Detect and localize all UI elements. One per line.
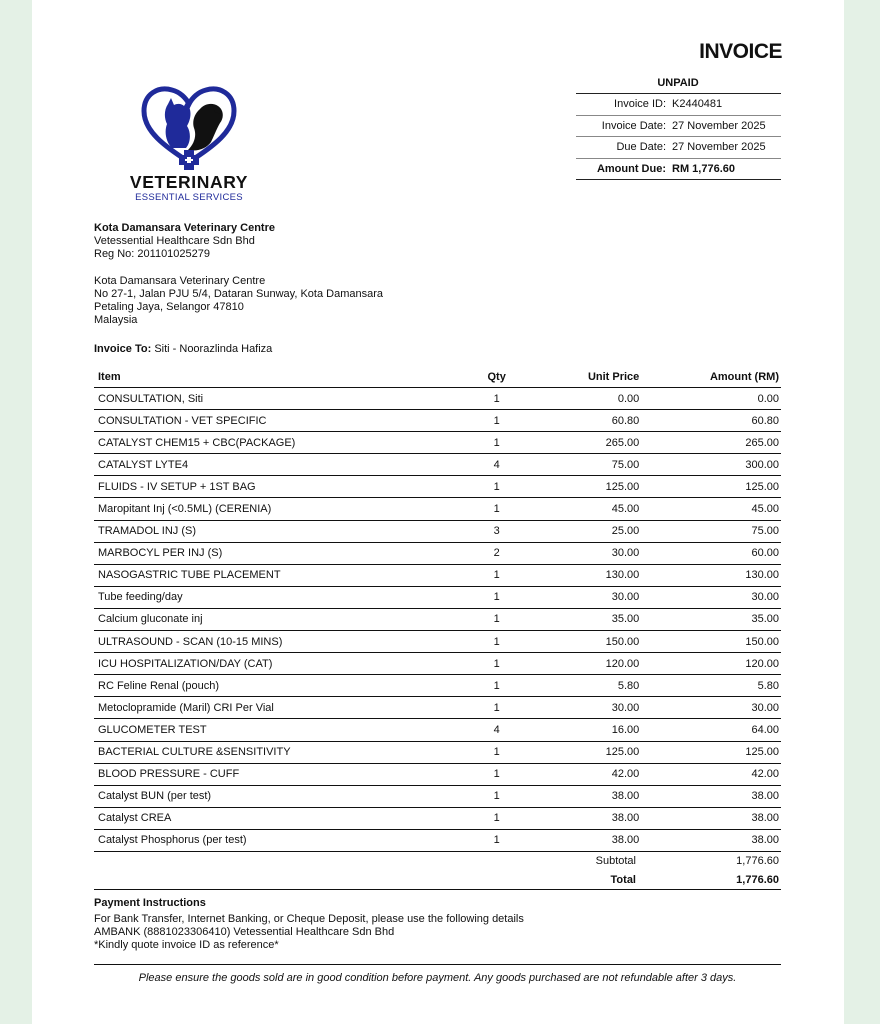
row-item: CATALYST LYTE4 <box>94 454 471 476</box>
table-row <box>94 697 781 719</box>
row-item: ULTRASOUND - SCAN (10-15 MINS) <box>94 631 471 653</box>
row-item: MARBOCYL PER INJ (S) <box>94 542 471 564</box>
row-amount: 125.00 <box>641 476 781 498</box>
row-unit-price: 45.00 <box>522 498 641 520</box>
row-amount: 42.00 <box>641 763 781 785</box>
meta-value: 27 November 2025 <box>672 119 766 132</box>
table-row <box>94 498 781 520</box>
invoice-meta <box>576 93 781 180</box>
row-item: Catalyst BUN (per test) <box>94 785 471 807</box>
header-item: Item <box>94 367 471 388</box>
row-unit-price: 25.00 <box>522 520 641 542</box>
row-item: BLOOD PRESSURE - CUFF <box>94 763 471 785</box>
row-amount: 38.00 <box>641 785 781 807</box>
meta-label: Amount Due: <box>596 162 666 175</box>
row-unit-price: 0.00 <box>522 388 641 410</box>
row-qty: 1 <box>471 785 522 807</box>
row-amount: 45.00 <box>641 498 781 520</box>
row-item: NASOGASTRIC TUBE PLACEMENT <box>94 564 471 586</box>
meta-value: RM 1,776.60 <box>672 162 735 175</box>
row-qty: 1 <box>471 741 522 763</box>
row-qty: 1 <box>471 388 522 410</box>
row-item: CONSULTATION - VET SPECIFIC <box>94 410 471 432</box>
company-reg-no: Reg No: 201101025279 <box>94 248 211 260</box>
footer-divider <box>94 964 781 965</box>
row-amount: 30.00 <box>641 697 781 719</box>
row-unit-price: 130.00 <box>522 564 641 586</box>
bill-to-label: Invoice To: <box>94 343 152 355</box>
status-badge: UNPAID <box>657 77 699 89</box>
row-unit-price: 265.00 <box>522 432 641 454</box>
row-item: CATALYST CHEM15 + CBC(PACKAGE) <box>94 432 471 454</box>
meta-label: Invoice ID: <box>614 98 666 111</box>
total-row <box>94 870 781 890</box>
row-amount: 75.00 <box>641 520 781 542</box>
row-qty: 1 <box>471 410 522 432</box>
header-qty: Qty <box>471 367 522 388</box>
payment-heading: Payment Instructions <box>94 897 206 909</box>
company-address <box>94 275 383 327</box>
items-table <box>94 367 781 852</box>
meta-label: Invoice Date: <box>601 119 666 132</box>
logo-tagline: ESSENTIAL SERVICES <box>135 192 243 203</box>
total-value: 1,776.60 <box>736 873 779 886</box>
table-row <box>94 631 781 653</box>
row-unit-price: 60.80 <box>522 410 641 432</box>
address-line: Kota Damansara Veterinary Centre <box>94 275 266 287</box>
row-item: TRAMADOL INJ (S) <box>94 520 471 542</box>
bill-to <box>94 343 272 355</box>
row-item: Metoclopramide (Maril) CRI Per Vial <box>94 697 471 719</box>
table-row <box>94 388 781 410</box>
table-row <box>94 785 781 807</box>
row-item: CONSULTATION, Siti <box>94 388 471 410</box>
row-item: GLUCOMETER TEST <box>94 719 471 741</box>
payment-line: For Bank Transfer, Internet Banking, or Cheque Deposit, please use the following details <box>94 913 524 925</box>
row-qty: 1 <box>471 763 522 785</box>
payment-line: *Kindly quote invoice ID as reference* <box>94 939 279 951</box>
row-amount: 35.00 <box>641 608 781 630</box>
address-line: No 27-1, Jalan PJU 5/4, Dataran Sunway, Kota Damansara <box>94 288 384 300</box>
address-line: Malaysia <box>94 314 138 326</box>
row-unit-price: 5.80 <box>522 675 641 697</box>
row-item: RC Feline Renal (pouch) <box>94 675 471 697</box>
row-item: Maropitant Inj (<0.5ML) (CERENIA) <box>94 498 471 520</box>
row-qty: 1 <box>471 697 522 719</box>
row-unit-price: 75.00 <box>522 454 641 476</box>
row-amount: 0.00 <box>641 388 781 410</box>
row-amount: 30.00 <box>641 586 781 608</box>
row-qty: 1 <box>471 675 522 697</box>
row-qty: 4 <box>471 454 522 476</box>
row-qty: 1 <box>471 564 522 586</box>
table-row <box>94 608 781 630</box>
meta-amount-due <box>576 159 781 180</box>
clinic-logo <box>94 76 284 210</box>
table-row <box>94 564 781 586</box>
meta-value: K2440481 <box>672 98 723 111</box>
company-name: Kota Damansara Veterinary Centre <box>94 222 275 234</box>
logo-wordmark: VETERINARY <box>129 172 249 192</box>
table-row <box>94 653 781 675</box>
row-qty: 4 <box>471 719 522 741</box>
meta-due-date <box>576 137 781 159</box>
row-unit-price: 30.00 <box>522 586 641 608</box>
invoice-page <box>32 0 844 1024</box>
table-row <box>94 454 781 476</box>
table-row <box>94 586 781 608</box>
row-amount: 265.00 <box>641 432 781 454</box>
row-unit-price: 120.00 <box>522 653 641 675</box>
row-unit-price: 16.00 <box>522 719 641 741</box>
row-amount: 5.80 <box>641 675 781 697</box>
header-amount: Amount (RM) <box>641 367 781 388</box>
row-amount: 38.00 <box>641 829 781 851</box>
row-qty: 2 <box>471 542 522 564</box>
row-unit-price: 150.00 <box>522 631 641 653</box>
invoice-title: INVOICE <box>699 40 782 63</box>
row-amount: 60.00 <box>641 542 781 564</box>
meta-invoice-date <box>576 116 781 138</box>
row-unit-price: 125.00 <box>522 741 641 763</box>
row-amount: 300.00 <box>641 454 781 476</box>
row-qty: 1 <box>471 476 522 498</box>
subtotal-value: 1,776.60 <box>736 855 779 867</box>
table-row <box>94 807 781 829</box>
table-row <box>94 520 781 542</box>
row-qty: 1 <box>471 608 522 630</box>
company-legal-name: Vetessential Healthcare Sdn Bhd <box>94 235 255 247</box>
row-amount: 64.00 <box>641 719 781 741</box>
row-item: Calcium gluconate inj <box>94 608 471 630</box>
table-row <box>94 542 781 564</box>
totals-block <box>94 852 781 890</box>
table-row <box>94 675 781 697</box>
row-item: Catalyst Phosphorus (per test) <box>94 829 471 851</box>
row-qty: 1 <box>471 631 522 653</box>
row-qty: 1 <box>471 586 522 608</box>
row-amount: 38.00 <box>641 807 781 829</box>
bill-to-name: Siti - Noorazlinda Hafiza <box>154 343 273 355</box>
row-qty: 1 <box>471 498 522 520</box>
table-row <box>94 410 781 432</box>
table-row <box>94 763 781 785</box>
company-block <box>94 222 275 261</box>
total-label: Total <box>610 873 636 886</box>
header-unit-price: Unit Price <box>522 367 641 388</box>
row-item: BACTERIAL CULTURE &SENSITIVITY <box>94 741 471 763</box>
payment-line: AMBANK (8881023306410) Vetessential Healthcare Sdn Bhd <box>94 926 395 938</box>
meta-invoice-id <box>576 94 781 116</box>
address-line: Petaling Jaya, Selangor 47810 <box>94 301 244 313</box>
row-unit-price: 125.00 <box>522 476 641 498</box>
row-qty: 1 <box>471 829 522 851</box>
row-qty: 1 <box>471 432 522 454</box>
payment-instructions <box>94 897 781 952</box>
row-qty: 1 <box>471 807 522 829</box>
meta-value: 27 November 2025 <box>672 141 766 154</box>
row-item: FLUIDS - IV SETUP + 1ST BAG <box>94 476 471 498</box>
table-row <box>94 432 781 454</box>
subtotal-row <box>94 852 781 870</box>
row-amount: 125.00 <box>641 741 781 763</box>
row-unit-price: 38.00 <box>522 829 641 851</box>
table-header-row <box>94 367 781 388</box>
row-unit-price: 35.00 <box>522 608 641 630</box>
row-unit-price: 38.00 <box>522 785 641 807</box>
row-qty: 1 <box>471 653 522 675</box>
row-item: ICU HOSPITALIZATION/DAY (CAT) <box>94 653 471 675</box>
row-unit-price: 42.00 <box>522 763 641 785</box>
row-unit-price: 30.00 <box>522 542 641 564</box>
table-row <box>94 476 781 498</box>
table-row <box>94 741 781 763</box>
row-unit-price: 38.00 <box>522 807 641 829</box>
table-row <box>94 829 781 851</box>
subtotal-label: Subtotal <box>595 855 636 867</box>
meta-label: Due Date: <box>616 141 666 154</box>
footer-note: Please ensure the goods sold are in good condition before payment. Any goods purchased are not refundable after 3 days. <box>138 972 737 984</box>
heart-pets-icon <box>94 76 284 172</box>
row-amount: 120.00 <box>641 653 781 675</box>
row-unit-price: 30.00 <box>522 697 641 719</box>
row-amount: 150.00 <box>641 631 781 653</box>
row-qty: 3 <box>471 520 522 542</box>
row-item: Catalyst CREA <box>94 807 471 829</box>
row-item: Tube feeding/day <box>94 586 471 608</box>
table-row <box>94 719 781 741</box>
row-amount: 60.80 <box>641 410 781 432</box>
row-amount: 130.00 <box>641 564 781 586</box>
